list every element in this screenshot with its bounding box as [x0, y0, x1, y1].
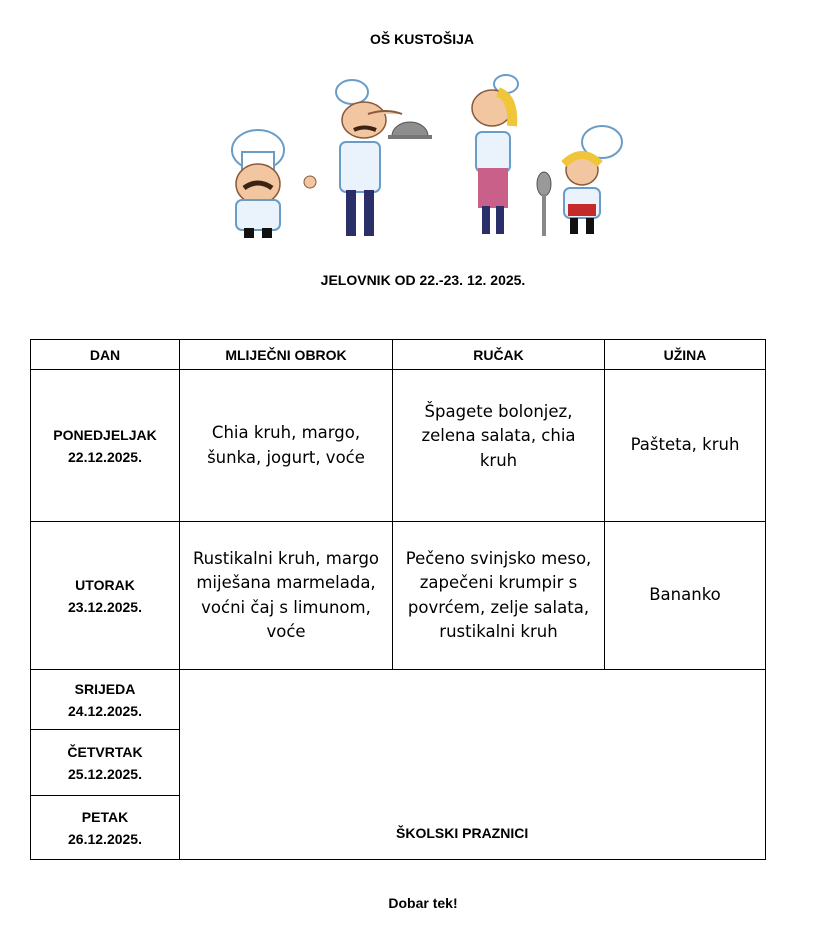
header-day: DAN [31, 340, 180, 370]
header-lunch: RUČAK [393, 340, 605, 370]
chef-illustration [537, 126, 622, 236]
school-name: OŠ KUSTOŠIJA [370, 31, 474, 47]
chefs-illustration [222, 72, 642, 244]
holiday-label: ŠKOLSKI PRAZNICI [396, 825, 529, 841]
lunch-cell: Špagete bolonjez, zelena salata, chia kruh [393, 370, 605, 522]
table-row [31, 670, 766, 730]
table-row [31, 522, 766, 670]
breakfast-cell: Chia kruh, margo, šunka, jogurt, voće [180, 370, 393, 522]
snack-cell: Pašteta, kruh [605, 370, 766, 522]
day-date: 25.12.2025. [68, 765, 142, 782]
chef-illustration [336, 80, 432, 236]
day-cell [31, 670, 180, 730]
day-date: 22.12.2025. [68, 448, 142, 465]
breakfast-cell: Rustikalni kruh, margo miješana marmelada, voćni čaj s limunom, voće [180, 522, 393, 670]
menu-table [30, 339, 766, 860]
table-header-row [31, 340, 766, 370]
chef-illustration [472, 75, 518, 234]
day-name: ČETVRTAK [67, 743, 143, 760]
day-cell [31, 370, 180, 522]
table-row [31, 370, 766, 522]
day-cell [31, 522, 180, 670]
snack-cell: Bananko [605, 522, 766, 670]
chef-illustration [232, 130, 316, 238]
footer-text: Dobar tek! [388, 895, 458, 911]
lunch-cell: Pečeno svinjsko meso, zapečeni krumpir s povrćem, zelje salata, rustikalni kruh [393, 522, 605, 670]
day-date: 26.12.2025. [68, 830, 142, 847]
day-name: SRIJEDA [74, 680, 136, 697]
day-name: PETAK [81, 808, 129, 825]
header-breakfast: MLIJEČNI OBROK [180, 340, 393, 370]
day-cell [31, 796, 180, 860]
day-date: 24.12.2025. [68, 702, 142, 719]
day-name: PONEDJELJAK [53, 426, 157, 443]
day-cell [31, 730, 180, 796]
holiday-cell [180, 670, 766, 860]
day-date: 23.12.2025. [68, 598, 142, 615]
day-name: UTORAK [75, 576, 135, 593]
menu-title: JELOVNIK OD 22.-23. 12. 2025. [320, 272, 526, 288]
header-snack: UŽINA [605, 340, 766, 370]
